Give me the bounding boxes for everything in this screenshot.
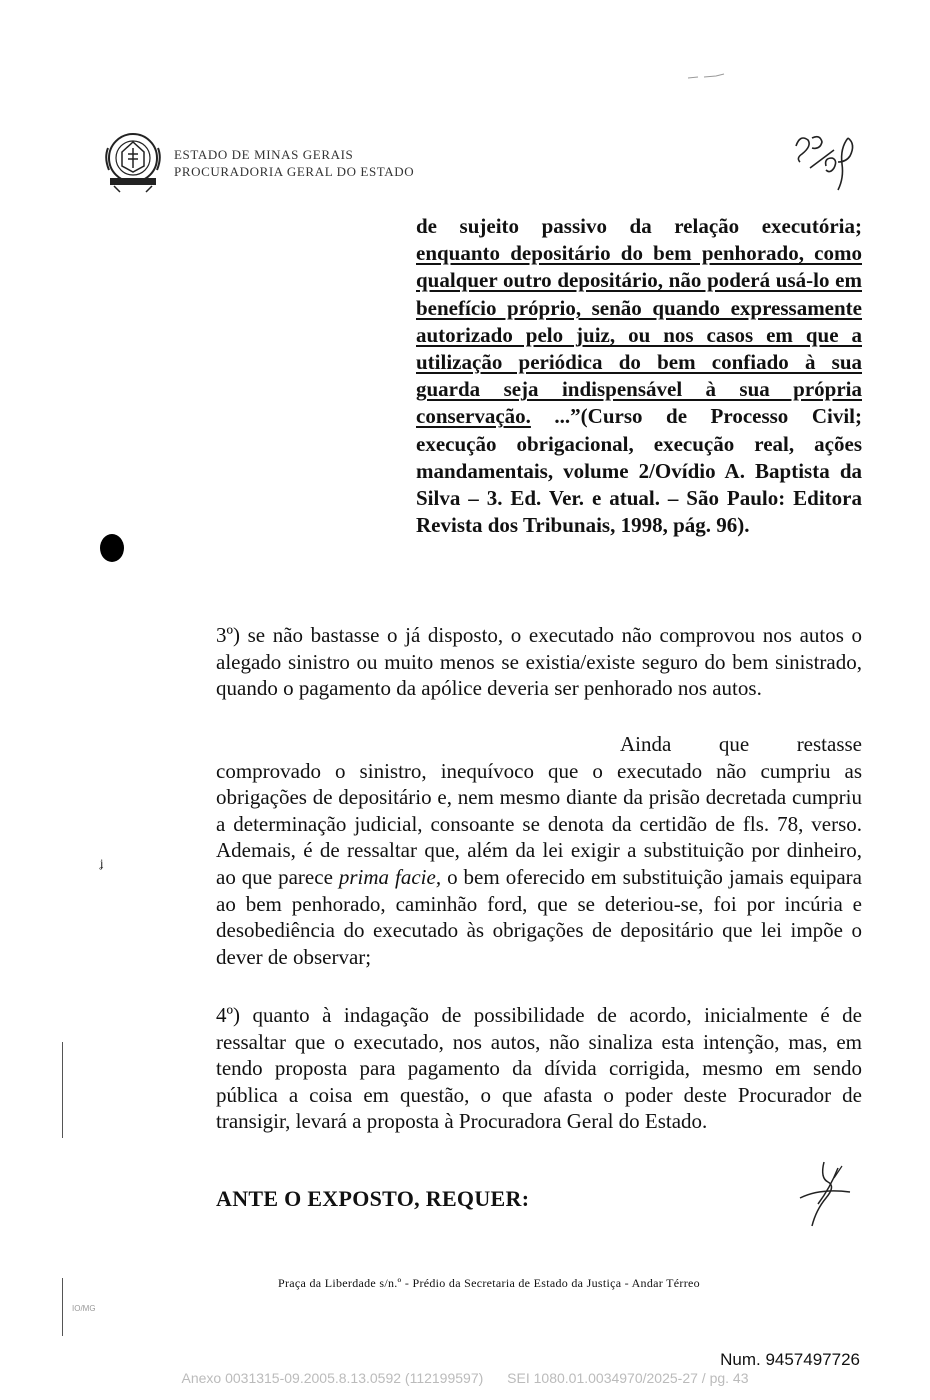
letterhead-agency: PROCURADORIA GERAL DO ESTADO [174,164,415,179]
item-3-paragraph [216,622,862,702]
letterhead [174,146,414,180]
margin-rule-lower [62,1278,63,1336]
item-4-paragraph [216,1002,862,1135]
margin-tick: ʝ [100,856,104,870]
margin-code: IO/MG [72,1304,96,1313]
quoted-doctrine [416,213,862,539]
item-3-italic: prima facie, [338,864,442,889]
quote-underlined-passage: enquanto depositário do bem penhorado, como qualquer outro depositário, não poderá usá-lo em benefício próprio, senão quando expressamente autorizado pelo juiz, ou nos casos em que a utilização periódica do bem confiado à sua guarda seja indispensável à sua própria conservação. [416,241,862,429]
footer-address: Praça da Liberdade s/n.º - Prédio da Secretaria de Estado da Justiça - Andar Térreo [278,1276,700,1290]
quote-opening: de sujeito passivo da relação executória; [416,214,862,238]
hole-punch-mark [100,534,124,562]
item-3-continuation [216,731,862,970]
electronic-stamp [0,1370,930,1386]
annex-reference: Anexo 0031315-09.2005.8.13.0592 (112199597) [181,1370,484,1386]
item-3-cont-end: o bem oferecido em substituição jamais equipara ao bem penhorado, caminhão ford, que se deteriou-se, foi por incúria e desobediência do executado às obrigações de depositário que lei impõe o dever de observar; [216,864,862,969]
item-3-cont-start: Ainda que restasse comprovado o sinistro, inequívoco que o executado não cumpriu as obrigações de depositário e, nem mesmo diante da prisão decretada cumpriu a determinação judicial, consoante se denota da certidão de fls. 78, verso. Ademais, é de ressaltar que, além da lei exigir a substituição por dinheiro, ao que parece [216,732,862,889]
coat-of-arms-icon [100,128,166,194]
handwritten-folio-mark [786,128,866,194]
document-number: Num. 9457497726 [720,1350,860,1369]
item-3-text: 3º) se não bastasse o já disposto, o executado não comprovou nos autos o alegado sinistro ou muito menos se existia/existe seguro do bem sinistrado, quando o pagamento da apólice deveria ser penhorado nos autos. [216,623,862,701]
quote-citation: ...”(Curso de Processo Civil; execução obrigacional, execução real, ações mandamentais, volume 2/Ovídio A. Baptista da Silva – 3. Ed. Ver. e atual. – São Paulo: Editora Revista dos Tribunais, 1998, pág. 96). [416,404,862,538]
letterhead-state: ESTADO DE MINAS GERAIS [174,147,354,162]
handwritten-rubric [790,1158,860,1228]
item-4-text: 4º) quanto à indagação de possibilidade de acordo, inicialmente é de ressaltar que o executado, nos autos, não sinaliza esta intenção, mas, em tendo proposta para pagamento da dívida corrigida, mesmo em sendo pública a coisa em questão, o que afasta o poder deste Procurador de transigir, levará a proposta à Procuradora Geral do Estado. [216,1003,862,1134]
sei-reference: SEI 1080.01.0034970/2025-27 / pg. 43 [507,1370,749,1386]
scan-artifact [686,72,726,80]
margin-rule-upper [62,1042,63,1138]
request-heading: ANTE O EXPOSTO, REQUER: [216,1186,530,1211]
